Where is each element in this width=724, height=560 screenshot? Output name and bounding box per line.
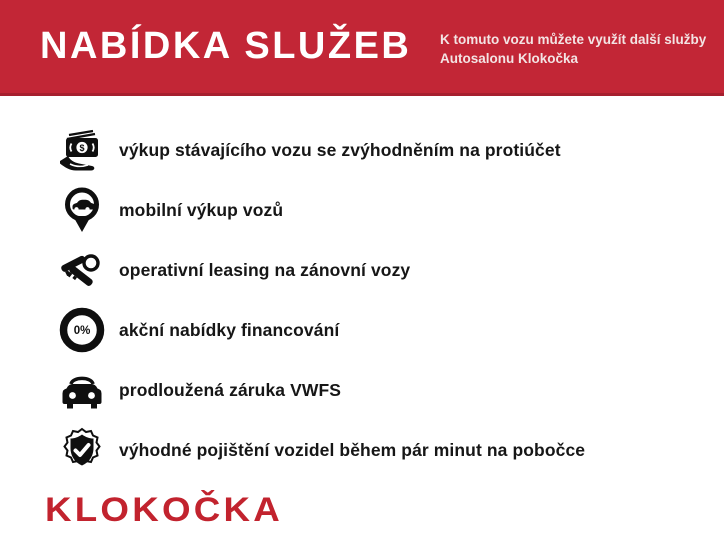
list-item xyxy=(58,246,698,294)
service-label: mobilní výkup vozů xyxy=(119,199,284,220)
service-label: výhodné pojištění vozidel během pár minut na pobočce xyxy=(119,439,586,460)
header-banner xyxy=(0,0,724,96)
banner-subtitle-line2: Autosalonu Klokočka xyxy=(440,51,579,66)
banner-subtitle xyxy=(440,30,706,68)
services-list xyxy=(58,126,698,486)
banner-subtitle-line1: K tomuto vozu můžete využít další služby xyxy=(440,32,707,47)
service-label: výkup stávajícího vozu se zvýhodněním na protiúčet xyxy=(119,139,561,160)
list-item xyxy=(58,366,698,414)
svg-text:$: $ xyxy=(79,143,85,153)
list-item xyxy=(58,186,698,234)
list-item xyxy=(58,126,698,174)
page-title: NABÍDKA SLUŽEB xyxy=(40,25,412,67)
hand-money-icon xyxy=(58,126,106,174)
shield-check-icon xyxy=(58,426,106,474)
service-label: akční nabídky financování xyxy=(119,319,340,340)
keys-icon xyxy=(58,246,106,294)
list-item xyxy=(58,306,698,354)
service-label: operativní leasing na zánovní vozy xyxy=(119,259,411,280)
car-front-icon xyxy=(58,366,106,414)
service-label: prodloužená záruka VWFS xyxy=(119,379,342,400)
zero-percent-icon xyxy=(58,306,106,354)
location-pin-car-icon xyxy=(58,186,106,234)
list-item xyxy=(58,426,698,474)
zero-percent-label: 0% xyxy=(73,325,91,337)
klokocka-logo: KLOKOČKA xyxy=(45,490,284,530)
